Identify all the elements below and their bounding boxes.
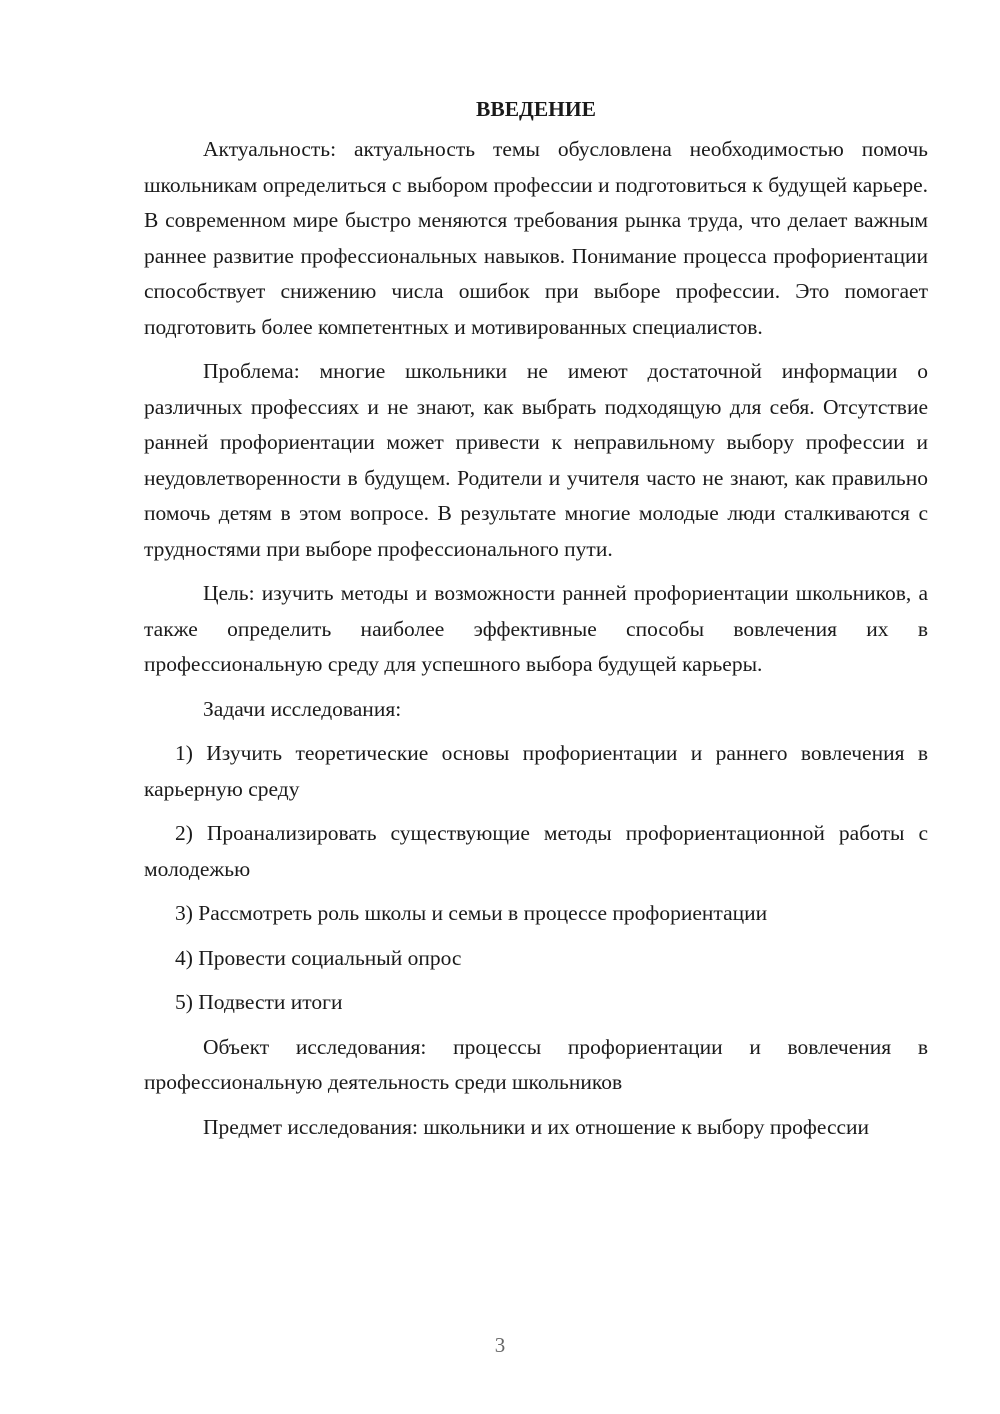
object-paragraph: Объект исследования: процессы профориентации и вовлечения в профессиональную деятельность среди школьников <box>144 1034 928 1094</box>
task-item-1: 1) Изучить теоретические основы профориентации и раннего вовлечения в карьерную среду <box>144 741 928 801</box>
page-number: 3 <box>494 1333 506 1357</box>
task-item-4: 4) Провести социальный опрос <box>175 945 462 970</box>
subject-paragraph: Предмет исследования: школьники и их отношение к выбору профессии <box>203 1114 870 1139</box>
problem-paragraph: Проблема: многие школьники не имеют достаточной информации о различных профессиях и не знают, как выбрать подходящую для себя. Отсутствие ранней профориентации может привести к неправильному выбору профессии и неудовлетворенности в будущем. Родители и учителя часто не знают, как правильно помочь детям в этом вопросе. В результате многие молодые люди сталкиваются с трудностями при выборе профессионального пути. <box>144 359 928 561</box>
task-item-3: 3) Рассмотреть роль школы и семьи в процессе профориентации <box>175 901 768 925</box>
task-item-2: 2) Проанализировать существующие методы профориентационной работы с молодежью <box>144 821 928 881</box>
tasks-heading: Задачи исследования: <box>203 696 402 721</box>
goal-paragraph: Цель: изучить методы и возможности ранней профориентации школьников, а также определить наиболее эффективные способы вовлечения их в профессиональную среду для успешного выбора будущей карьеры. <box>144 581 928 676</box>
document-page <box>144 92 928 1154</box>
task-item-5: 5) Подвести итоги <box>175 990 343 1014</box>
page-title: ВВЕДЕНИЕ <box>476 97 596 121</box>
relevance-paragraph: Актуальность: актуальность темы обусловлена необходимостью помочь школьникам определиться с выбором профессии и подготовиться к будущей карьере. В современном мире быстро меняются требования рынка труда, что делает важным раннее развитие профессиональных навыков. Понимание процесса профориентации способствует снижению числа ошибок при выборе профессии. Это помогает подготовить более компетентных и мотивированных специалистов. <box>144 137 928 339</box>
